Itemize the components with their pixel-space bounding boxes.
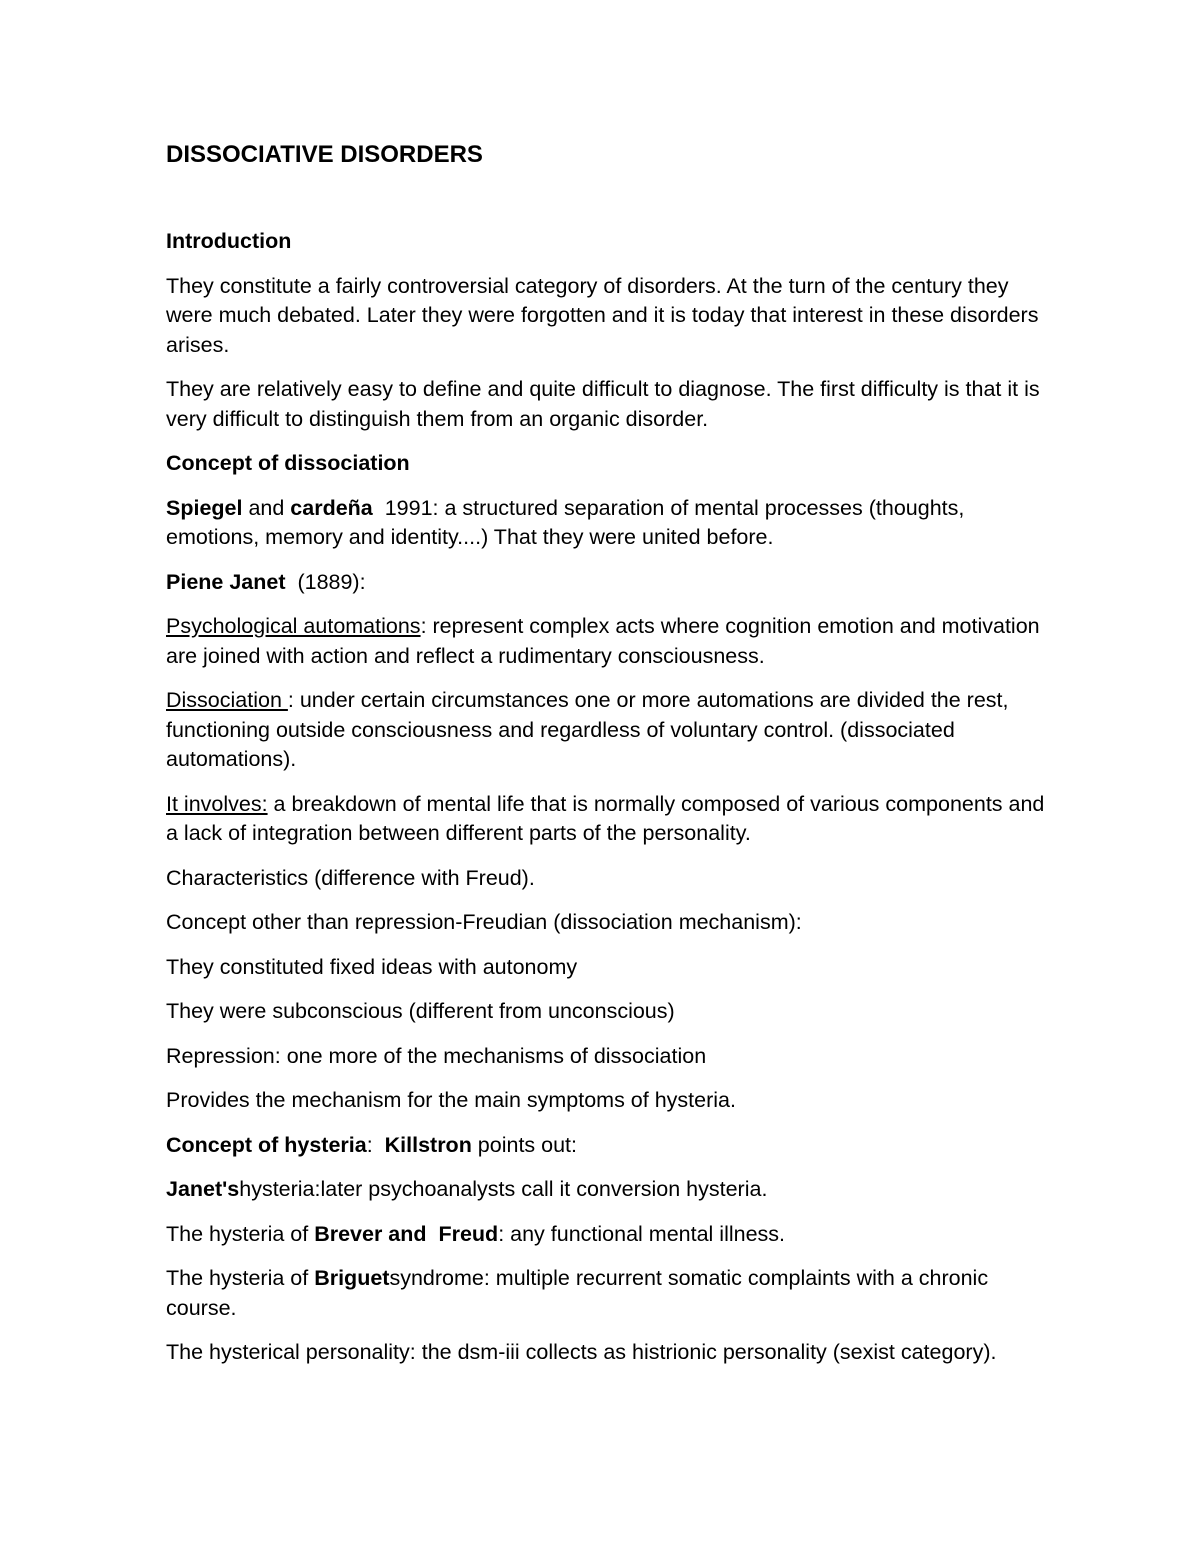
heading-concept-of-dissociation: Concept of dissociation xyxy=(166,451,410,475)
author-janet: Piene Janet xyxy=(166,569,286,594)
document-title: DISSOCIATIVE DISORDERS xyxy=(166,141,483,168)
dissociation-definition: : under certain circumstances one or more automations are divided the rest, functioning outside consciousness and regardless of voluntary control. (dissociated automations). xyxy=(166,688,1009,771)
intro-paragraph-1: They constitute a fairly controversial category of disorders. At the turn of the century they were much debated. Later they were forgotten and it is today that interest in these disorders arises. xyxy=(166,273,1039,357)
author-cardena: cardeña xyxy=(290,495,373,520)
heading-introduction: Introduction xyxy=(166,229,292,253)
repression-line: Repression: one more of the mechanisms of dissociation xyxy=(166,1043,707,1068)
hysteria-heading-line xyxy=(166,1131,1046,1161)
janet-hysteria-text: hysteria:later psychoanalysts call it conversion hysteria. xyxy=(239,1177,768,1201)
intro-paragraph-2: They are relatively easy to define and quite difficult to diagnose. The first difficulty is that it is very difficult to distinguish them from an organic disorder. xyxy=(166,377,1040,431)
author-killstron: Killstron xyxy=(384,1132,472,1157)
term-psychological-automations: Psychological automations xyxy=(166,614,421,638)
briguet-line xyxy=(166,1264,1046,1323)
author-spiegel: Spiegel xyxy=(166,495,243,520)
janets-label: Janet's xyxy=(166,1177,240,1201)
points-out: points out: xyxy=(471,1132,578,1157)
spiegel-paragraph xyxy=(166,494,1046,553)
brever-freud-line xyxy=(166,1220,1046,1250)
briguet-name: Briguet xyxy=(314,1266,390,1290)
spiegel-and: and xyxy=(242,495,291,520)
janet-paragraph xyxy=(166,568,1046,598)
automations-paragraph xyxy=(166,612,1046,671)
term-dissociation: Dissociation xyxy=(166,688,288,712)
spiegel-definition: 1991: a structured separation of mental processes (thoughts, emotions, memory and identity....) That they were united before. xyxy=(166,495,971,549)
janet-hysteria-line xyxy=(166,1175,1046,1205)
subconscious-line: They were subconscious (different from unconscious) xyxy=(166,999,675,1023)
involves-definition: a breakdown of mental life that is normally composed of various components and a lack of integration between different parts of the personality. xyxy=(166,791,1045,845)
involves-paragraph xyxy=(166,790,1046,849)
mechanism-line: Provides the mechanism for the main symptoms of hysteria. xyxy=(166,1088,736,1112)
characteristics-line: Characteristics (difference with Freud). xyxy=(166,865,535,890)
janet-year: (1889): xyxy=(285,569,366,594)
heading-concept-of-hysteria: Concept of hysteria xyxy=(166,1132,367,1157)
briguet-text: syndrome: multiple recurrent somatic complaints with a chronic course. xyxy=(166,1266,989,1320)
document-body xyxy=(166,138,1046,1383)
brever-prefix: The hysteria of xyxy=(166,1221,315,1246)
briguet-prefix: The hysteria of xyxy=(166,1266,315,1290)
fixed-ideas-line: They constituted fixed ideas with autonomy xyxy=(166,954,578,979)
term-it-involves: It involves: xyxy=(166,791,268,816)
hysterical-personality-line: The hysterical personality: the dsm-iii collects as histrionic personality (sexist category). xyxy=(166,1340,997,1364)
concept-other-line: Concept other than repression-Freudian (dissociation mechanism): xyxy=(166,910,802,934)
dissociation-paragraph xyxy=(166,686,1046,775)
brever-text: : any functional mental illness. xyxy=(498,1221,786,1246)
automations-definition: : represent complex acts where cognition emotion and motivation are joined with action and reflect a rudimentary consciousness. xyxy=(166,614,1040,668)
hysteria-colon: : xyxy=(366,1132,385,1157)
brever-and-freud: Brever and Freud xyxy=(314,1221,499,1246)
